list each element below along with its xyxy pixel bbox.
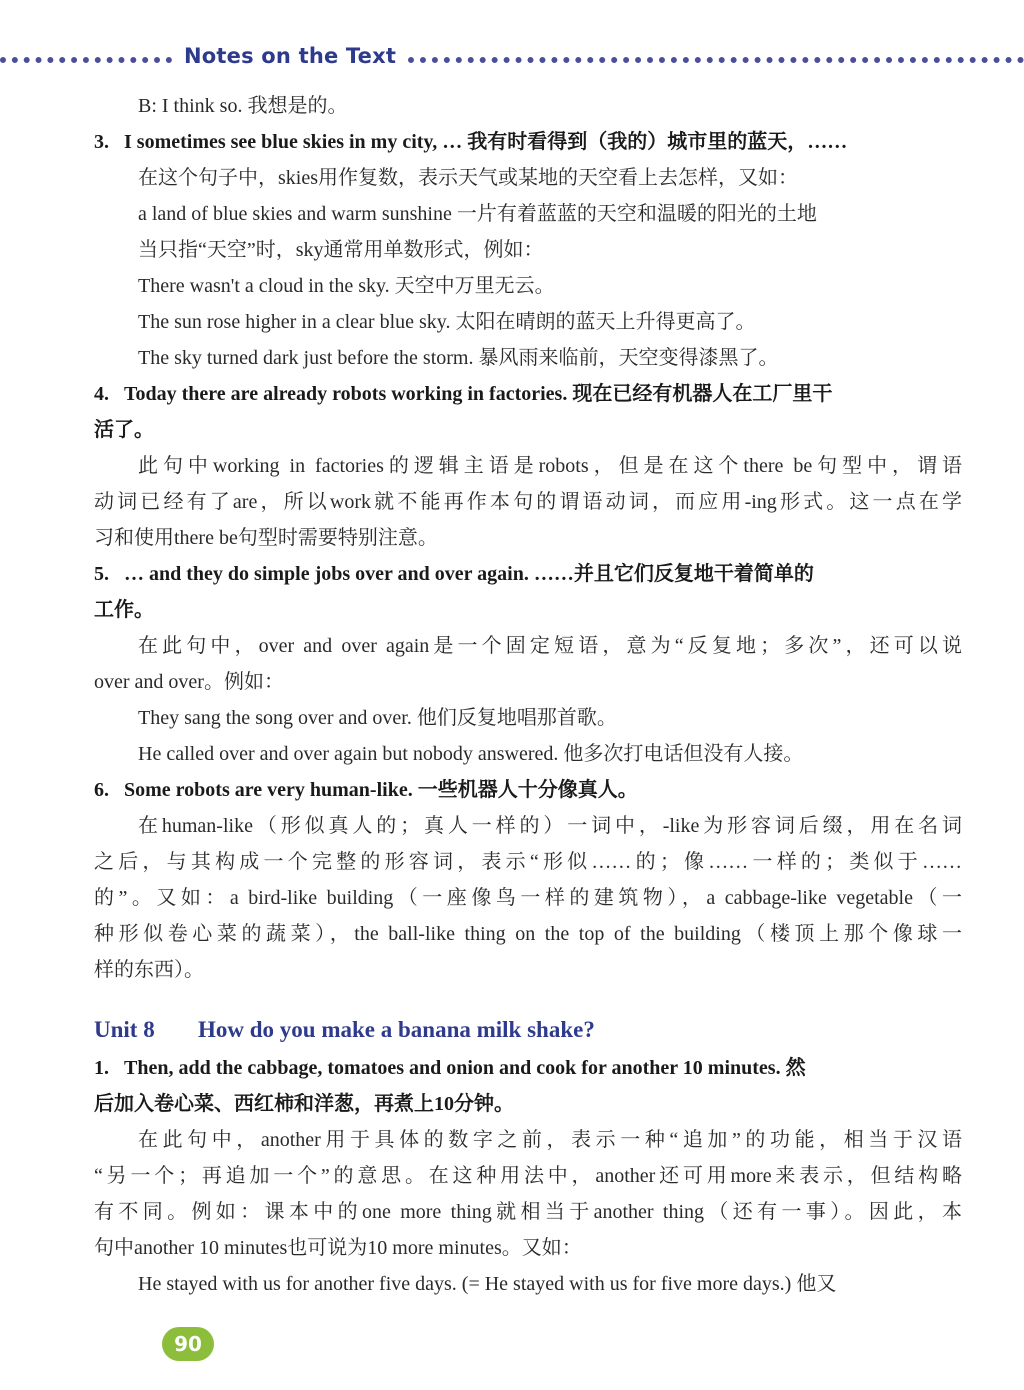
note-heading-text: Then, add the cabbage, tomatoes and onion and cook for another 10 minutes. 然 (124, 1057, 806, 1079)
note-heading-text: Some robots are very human-like. 一些机器人十分像真人。 (124, 779, 638, 801)
unit-title: How do you make a banana milk shake? (198, 1017, 595, 1042)
note-heading-text: … and they do simple jobs over and over again. ……并且它们反复地干着简单的 (124, 563, 814, 585)
explanation-line: 在human-like（形似真人的；真人一样的）一词中，-like为形容词后缀，用在名词 (138, 815, 962, 837)
example-line: B: I think so. 我想是的。 (138, 95, 348, 117)
note-number: 5. (94, 563, 109, 585)
explanation-line: 在这个句子中，skies用作复数，表示天气或某地的天空看上去怎样，又如： (138, 167, 798, 189)
note-number: 1. (94, 1057, 109, 1079)
explanation-line: 种形似卷心菜的蔬菜），the ball-like thing on the top of the building（楼顶上那个像球一 (94, 923, 962, 945)
note-heading-text: I sometimes see blue skies in my city, … 我有时看得到（我的）城市里的蓝天，…… (124, 131, 848, 153)
note-heading-3 (94, 124, 962, 160)
note-heading-4 (94, 376, 962, 412)
explanation-line: 此句中working in factories的逻辑主语是robots，但是在这个there be句型中，谓语 (138, 455, 962, 477)
explanation-line: 在此句中，over and over again是一个固定短语，意为“反复地；多次”，还可以说 (138, 635, 962, 657)
explanation-line: 习和使用there be句型时需要特别注意。 (94, 527, 438, 549)
explanation-line: 当只指“天空”时，sky通常用单数形式，例如： (138, 239, 544, 261)
explanation-line: 之后，与其构成一个完整的形容词，表示“形似……的；像……一样的；类似于…… (94, 851, 962, 873)
section-title: Notes on the Text (184, 44, 397, 68)
dotted-rule-left (0, 57, 172, 63)
example-line: They sang the song over and over. 他们反复地唱那首歌。 (138, 707, 617, 729)
running-header (0, 40, 1024, 76)
note-heading-5 (94, 556, 962, 592)
page-number-badge: 90 (162, 1327, 214, 1361)
explanation-line: “另一个；再追加一个”的意思。在这种用法中，another还可用more来表示，但结构略 (94, 1165, 962, 1187)
example-line: The sky turned dark just before the storm. 暴风雨来临前，天空变得漆黑了。 (138, 347, 779, 369)
explanation-line: 动词已经有了are，所以work就不能再作本句的谓语动词，而应用-ing形式。这一点在学 (94, 491, 962, 513)
dotted-rule-right (408, 57, 1024, 63)
explanation-line: 有不同。例如：课本中的one more thing就相当于another thing（还有一事）。因此，本 (94, 1201, 962, 1223)
explanation-line: 在此句中，another用于具体的数字之前，表示一种“追加”的功能，相当于汉语 (138, 1129, 962, 1151)
explanation-line: 句中another 10 minutes也可说为10 more minutes。又如： (94, 1237, 582, 1259)
note-number: 4. (94, 383, 109, 405)
unit-number: Unit 8 (94, 1017, 155, 1042)
note-heading-continuation: 后加入卷心菜、西红柿和洋葱，再煮上10分钟。 (94, 1093, 514, 1115)
explanation-line: 的”。又如：a bird-like building（一座像鸟一样的建筑物），a cabbage-like vegetable（一 (94, 887, 962, 909)
note-heading-text: Today there are already robots working in factories. 现在已经有机器人在工厂里干 (124, 383, 833, 405)
note-heading-6 (94, 772, 962, 808)
example-line: The sun rose higher in a clear blue sky. 太阳在晴朗的蓝天上升得更高了。 (138, 311, 756, 333)
note-heading-continuation: 活了。 (94, 419, 154, 441)
page-body (94, 88, 962, 1302)
note-number: 3. (94, 131, 109, 153)
unit-heading (94, 1010, 962, 1050)
note-heading-1 (94, 1050, 962, 1086)
note-number: 6. (94, 779, 109, 801)
explanation-line: 样的东西）。 (94, 959, 204, 981)
example-line: a land of blue skies and warm sunshine 一片有着蓝蓝的天空和温暖的阳光的土地 (138, 203, 817, 225)
explanation-line: over and over。例如： (94, 671, 284, 693)
example-line: There wasn't a cloud in the sky. 天空中万里无云。 (138, 275, 555, 297)
example-line: He called over and over again but nobody answered. 他多次打电话但没有人接。 (138, 743, 804, 765)
note-heading-continuation: 工作。 (94, 599, 154, 621)
example-line: He stayed with us for another five days. (= He stayed with us for five more days.) 他又 (138, 1273, 837, 1295)
